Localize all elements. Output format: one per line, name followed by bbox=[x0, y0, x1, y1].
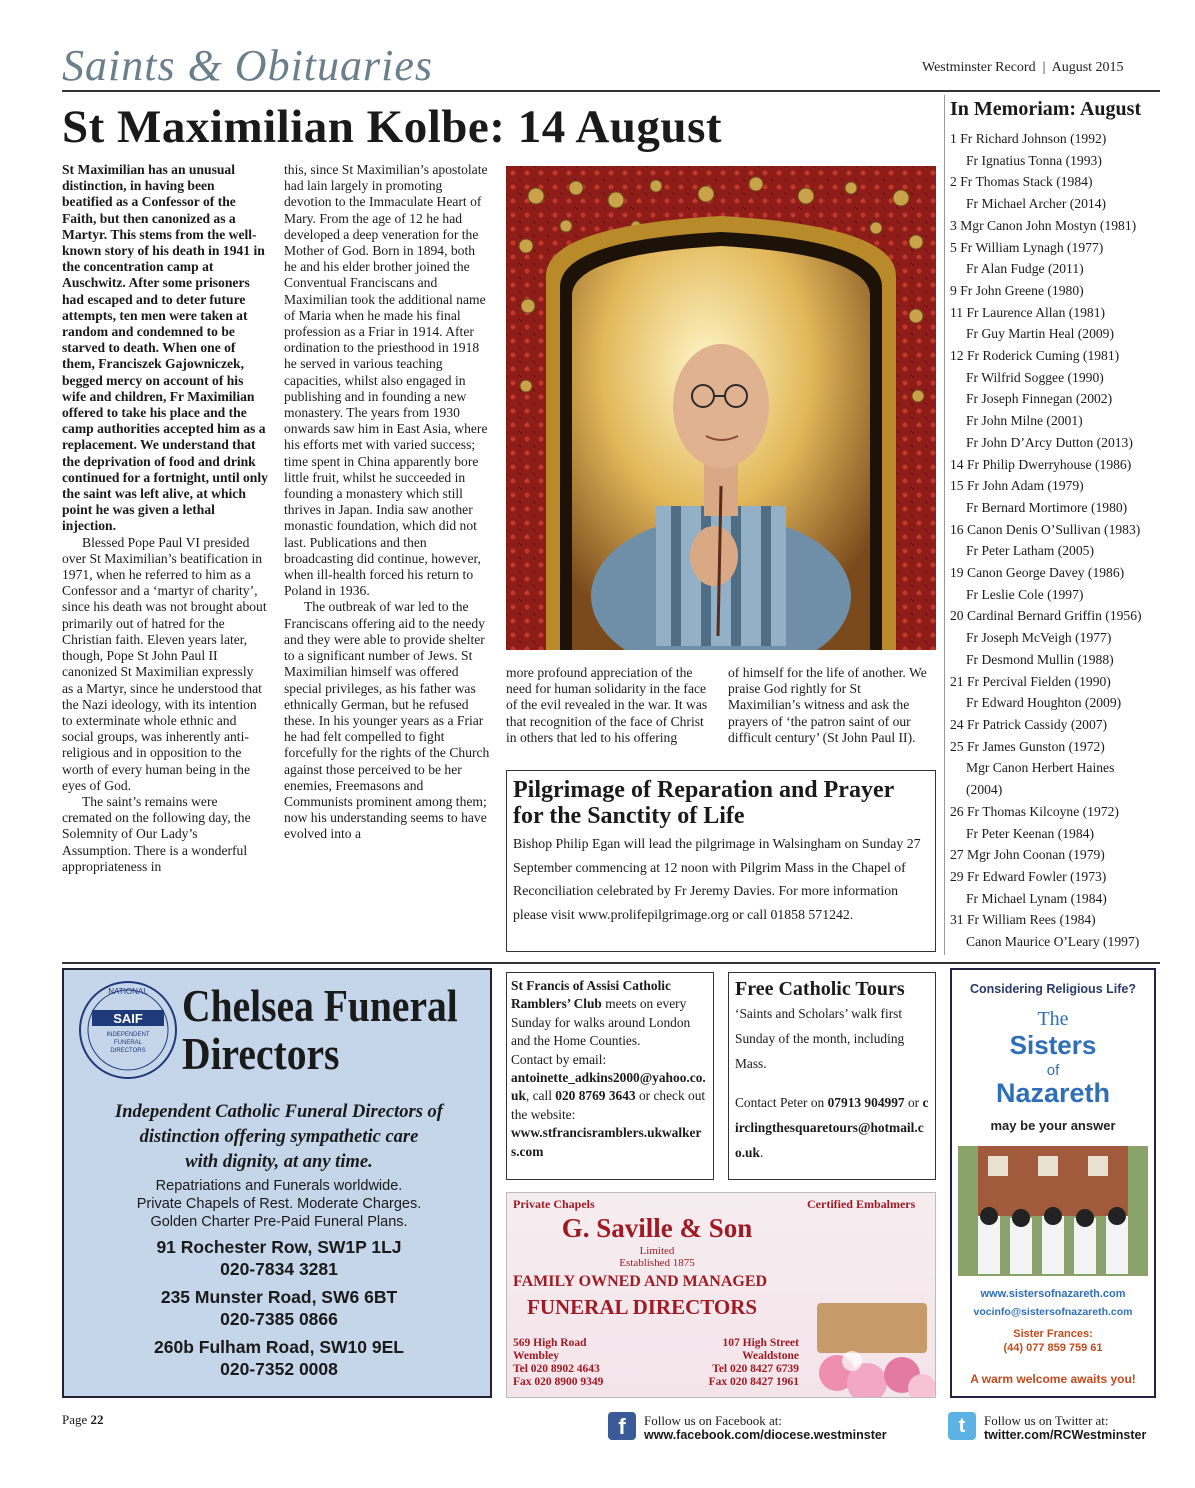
memoriam-name: Fr Richard Johnson (1992) bbox=[960, 131, 1107, 146]
address-line: 235 Munster Road, SW6 6BT bbox=[160, 1287, 398, 1307]
chelsea-address-2 bbox=[84, 1286, 474, 1330]
logo-saif-text: SAIF bbox=[113, 1011, 143, 1026]
services-line: Private Chapels of Rest. Moderate Charges. bbox=[136, 1196, 422, 1212]
memoriam-name: Fr Thomas Stack (1984) bbox=[960, 174, 1093, 190]
twitter-icon[interactable]: t bbox=[948, 1412, 976, 1440]
logo-top-text: NATIONAL bbox=[108, 987, 148, 996]
services-line: Golden Charter Pre-Paid Funeral Plans. bbox=[150, 1214, 408, 1230]
memoriam-day: 31 bbox=[950, 912, 964, 928]
saville-embalmers: Certified Embalmers bbox=[807, 1197, 916, 1211]
memoriam-entry bbox=[950, 150, 1160, 172]
memoriam-name: Mgr Canon Herbert Haines bbox=[966, 760, 1115, 776]
memoriam-entry bbox=[950, 323, 1160, 345]
page-number-value: 22 bbox=[90, 1412, 104, 1427]
twitter-follow bbox=[984, 1414, 1146, 1442]
section-title: Saints & Obituaries bbox=[62, 41, 434, 90]
article-column-4 bbox=[728, 665, 936, 746]
sisters-the: The bbox=[1037, 1008, 1069, 1030]
tours-description: ‘Saints and Scholars’ walk first Sunday of the month, including Mass. bbox=[735, 1006, 905, 1071]
sisters-answer: may be your answer bbox=[990, 1118, 1116, 1133]
article-headline: St Maximilian Kolbe: 14 August bbox=[62, 101, 723, 153]
memoriam-entry bbox=[950, 540, 1160, 562]
facebook-icon[interactable]: f bbox=[608, 1412, 636, 1440]
pilgrimage-title: Pilgrimage of Reparation and Prayer for the Sanctity of Life bbox=[513, 777, 894, 829]
tours-contact bbox=[735, 1090, 929, 1165]
memoriam-entry bbox=[950, 388, 1160, 410]
sisters-welcome: A warm welcome awaits you! bbox=[970, 1372, 1136, 1386]
memoriam-name: Fr Laurence Allan (1981) bbox=[966, 304, 1106, 320]
memoriam-name: Canon Maurice O’Leary (1997) bbox=[966, 934, 1140, 950]
article-paragraph: this, since St Maximilian’s apostolate had lain largely in promoting devotion to the Immaculate Heart of Mary. From the age of 12 he had developed a deep veneration for the Mother of God. Born in 1894, both he and his elder brother joined the Conventual Franciscans and Maximilian took the additional name of Maria when he made his final profession as a Friar in 1914. After ordination to the priesthood in 1918 he served in various teaching capacities, whilst also engaged in publishing and in founding a new monastery. The years from 1930 onwards saw him in East Asia, where his efforts met with varied success; time spent in China apparently bore little fruit, whilst he succeeded in founding a monastery which still thrives in Japan. India saw another monastic foundation, which did not last. Publications and then broadcasting did continue, however, when ill-health forced his return to Poland in 1936. bbox=[284, 162, 488, 599]
memoriam-name: Fr Guy Martin Heal (2009) bbox=[966, 326, 1114, 342]
memoriam-name: Fr Joseph McVeigh (1977) bbox=[966, 630, 1112, 646]
ramblers-name: St Francis of Assisi Catholic Ramblers’ Club bbox=[511, 978, 671, 1012]
memoriam-day: 20 bbox=[950, 608, 964, 624]
address-line: 260b Fulham Road, SW10 9EL bbox=[154, 1337, 404, 1357]
memoriam-entry bbox=[950, 692, 1160, 714]
memoriam-name: Canon George Davey (1986) bbox=[967, 565, 1125, 581]
memoriam-day: 1 bbox=[950, 131, 957, 146]
saville-name: G. Saville & Son bbox=[561, 1213, 753, 1243]
article-paragraph: more profound appreciation of the need for human solidarity in the face of the evil revealed in the war. It was that recognition of the face of Christ in others that led to his offering bbox=[506, 665, 708, 745]
memoriam-list bbox=[950, 128, 1160, 953]
chelsea-name-line1: Chelsea Funeral bbox=[182, 980, 458, 1031]
memoriam-entry bbox=[950, 866, 1160, 888]
ramblers-text: meets on every Sunday for walks around London and the Home Counties. bbox=[511, 996, 691, 1049]
article-paragraph: The saint’s remains were cremated on the following day, the Solemnity of Our Lady’s Assumption. There is a wonderful appropriateness in bbox=[62, 793, 251, 874]
memoriam-name: Fr Peter Latham (2005) bbox=[966, 543, 1094, 559]
memoriam-entry bbox=[950, 237, 1160, 259]
address-line: Wembley bbox=[513, 1350, 559, 1362]
fax-line: Fax 020 8427 1961 bbox=[708, 1376, 799, 1388]
memoriam-day: 27 bbox=[950, 847, 964, 863]
saville-line1: FAMILY OWNED AND MANAGED bbox=[513, 1273, 768, 1290]
memoriam-entry bbox=[950, 779, 1160, 801]
flowers-image bbox=[807, 1283, 936, 1398]
memoriam-name: Fr Philip Dwerryhouse (1986) bbox=[967, 456, 1132, 472]
phone-line: 020-7385 0866 bbox=[220, 1309, 338, 1329]
saville-address-wembley bbox=[513, 1337, 603, 1389]
tours-box bbox=[728, 972, 936, 1180]
chelsea-address-1 bbox=[84, 1236, 474, 1280]
memoriam-name: Fr James Gunston (1972) bbox=[967, 738, 1105, 754]
chelsea-funeral-ad bbox=[62, 968, 492, 1398]
memoriam-day: 24 bbox=[950, 716, 964, 732]
memoriam-entry bbox=[950, 801, 1160, 823]
article-column-2 bbox=[284, 162, 490, 843]
memoriam-name: (2004) bbox=[966, 782, 1003, 798]
memoriam-name: Fr Wilfrid Soggee (1990) bbox=[966, 369, 1104, 385]
memoriam-day: 14 bbox=[950, 456, 964, 472]
memoriam-entry bbox=[950, 909, 1160, 931]
memoriam-day: 3 bbox=[950, 217, 957, 233]
tagline-line: with dignity, at any time. bbox=[185, 1152, 373, 1172]
memoriam-entry bbox=[950, 302, 1160, 324]
memoriam-entry bbox=[950, 736, 1160, 758]
article-paragraph: The outbreak of war led to the Franciscans offering aid to the needy and they were able to provide shelter to a significant number of Jews. St Maximilian himself was offered special privileges, as his father was ethnically German, but he refused these. In his younger years as a Friar he had felt compelled to fight forcefully for the rights of the Church against those perceived to be her enemies, Freemasons and Communists prominent among them; now his understanding seems to have evolved into a bbox=[284, 599, 490, 842]
chelsea-name bbox=[182, 982, 458, 1078]
memoriam-name: Mgr John Coonan (1979) bbox=[967, 847, 1105, 863]
memoriam-name: Fr Michael Archer (2014) bbox=[966, 196, 1107, 212]
ramblers-contact-label: Contact by email: bbox=[511, 1051, 607, 1067]
memoriam-day: 9 bbox=[950, 282, 957, 298]
address-line: 91 Rochester Row, SW1P 1LJ bbox=[156, 1237, 402, 1257]
facebook-text: Follow us on Facebook at: bbox=[644, 1413, 782, 1428]
memoriam-name: Cardinal Bernard Griffin (1956) bbox=[967, 608, 1142, 624]
sisters-top: Considering Religious Life? bbox=[970, 982, 1136, 996]
memoriam-title: In Memoriam: August bbox=[950, 98, 1142, 120]
memoriam-entry bbox=[950, 128, 1160, 150]
memoriam-entry bbox=[950, 280, 1160, 302]
memoriam-name: Fr Michael Lynam (1984) bbox=[966, 890, 1107, 906]
memoriam-name: Fr Ignatius Tonna (1993) bbox=[966, 152, 1102, 168]
logo-sub-text: DIRECTORS bbox=[110, 1048, 146, 1054]
facebook-link[interactable]: www.facebook.com/diocese.westminster bbox=[644, 1428, 887, 1442]
ramblers-website-link[interactable]: www.stfrancisramblers.ukwalkers.com bbox=[511, 1125, 702, 1159]
tours-phone: 07913 904997 bbox=[827, 1095, 905, 1110]
twitter-text: Follow us on Twitter at: bbox=[984, 1413, 1109, 1428]
memoriam-entry bbox=[950, 519, 1160, 541]
memoriam-day: 15 bbox=[950, 478, 964, 494]
memoriam-day: 5 bbox=[950, 239, 957, 255]
memoriam-day: 12 bbox=[950, 348, 964, 364]
tagline-line: Independent Catholic Funeral Directors of bbox=[115, 1102, 443, 1122]
article-column-3 bbox=[506, 665, 714, 746]
ramblers-phone: 020 8769 3643 bbox=[555, 1088, 636, 1104]
memoriam-name: Fr Thomas Kilcoyne (1972) bbox=[967, 803, 1119, 819]
services-line: Repatriations and Funerals worldwide. bbox=[155, 1178, 403, 1194]
sisters-word: Sisters bbox=[1009, 1030, 1097, 1060]
tours-contact-text: or bbox=[904, 1095, 923, 1110]
memoriam-entry bbox=[950, 367, 1160, 389]
saville-address-wealdstone bbox=[689, 1337, 799, 1389]
page-label: Page bbox=[62, 1412, 88, 1427]
phone-line: Tel 020 8427 6739 bbox=[712, 1363, 799, 1375]
saville-funeral-ad bbox=[506, 1192, 936, 1398]
header-rule bbox=[62, 90, 1160, 92]
memoriam-name: Fr Patrick Cassidy (2007) bbox=[967, 716, 1108, 732]
memoriam-name: Fr Leslie Cole (1997) bbox=[966, 586, 1084, 602]
tours-contact-text: . bbox=[759, 1145, 764, 1160]
article-paragraph: Blessed Pope Paul VI presided over St Maximilian’s beatification in 1971, when he referred to him as a Confessor and a ‘martyr of charity’, since his death was not brought about primarily out of hatred for the Christian faith. Eleven years later, though, Pope St John Paul II canonized St Maximilian expressly as a Martyr, since he understood that the Nazi ideology, with its intention to exterminate whole ethnic and social groups, was inherently anti-religious and in opposition to the worth of every human being in the eyes of God. bbox=[62, 534, 267, 793]
ramblers-text: , call bbox=[525, 1088, 556, 1104]
sisters-phone: (44) 077 859 759 61 bbox=[1003, 1342, 1103, 1354]
memoriam-entry bbox=[950, 258, 1160, 280]
address-line: Wealdstone bbox=[742, 1350, 799, 1362]
memoriam-entry bbox=[950, 888, 1160, 910]
address-line: 107 High Street bbox=[722, 1337, 799, 1349]
phone-line: 020-7834 3281 bbox=[220, 1259, 338, 1279]
issue-date: August 2015 bbox=[1051, 60, 1124, 75]
memoriam-name: Fr Joseph Finnegan (2002) bbox=[966, 391, 1113, 407]
memoriam-day: 11 bbox=[950, 304, 964, 320]
sisters-nazareth: Nazareth bbox=[995, 1078, 1111, 1108]
memoriam-name: Fr Bernard Mortimore (1980) bbox=[966, 499, 1128, 515]
tours-title: Free Catholic Tours bbox=[735, 978, 905, 1000]
logo-sub-text: INDEPENDENT bbox=[106, 1032, 150, 1038]
sisters-photo bbox=[958, 1146, 1148, 1276]
article-column-1 bbox=[62, 162, 268, 875]
section-rule bbox=[62, 962, 1160, 964]
chelsea-address-3 bbox=[84, 1336, 474, 1380]
memoriam-name: Fr Desmond Mullin (1988) bbox=[966, 651, 1114, 667]
memoriam-day: 19 bbox=[950, 565, 964, 581]
sisters-of: of bbox=[1046, 1062, 1060, 1079]
memoriam-name: Fr John Milne (2001) bbox=[966, 413, 1083, 429]
saville-established: Established 1875 bbox=[619, 1257, 695, 1269]
memoriam-entry bbox=[950, 562, 1160, 584]
memoriam-entry bbox=[950, 757, 1160, 779]
page-number bbox=[62, 1412, 104, 1428]
memoriam-entry bbox=[950, 410, 1160, 432]
logo-sub-text: FUNERAL bbox=[113, 1040, 143, 1046]
memoriam-name: Fr William Lynagh (1977) bbox=[960, 239, 1104, 255]
memoriam-entry bbox=[950, 823, 1160, 845]
tagline-line: distinction offering sympathetic care bbox=[139, 1127, 419, 1147]
saint-portrait-image bbox=[506, 166, 936, 650]
sisters-of-nazareth-ad bbox=[950, 968, 1156, 1398]
saville-line2: FUNERAL DIRECTORS bbox=[527, 1295, 758, 1319]
publication-name: Westminster Record bbox=[922, 60, 1036, 75]
memoriam-name: Fr Percival Fielden (1990) bbox=[967, 673, 1111, 689]
memoriam-day: 26 bbox=[950, 803, 964, 819]
memoriam-name: Fr Roderick Cuming (1981) bbox=[967, 348, 1120, 364]
sisters-web-link[interactable]: www.sistersofnazareth.com bbox=[980, 1288, 1126, 1300]
memoriam-entry bbox=[950, 931, 1160, 953]
memoriam-entry bbox=[950, 432, 1160, 454]
memoriam-entry bbox=[950, 454, 1160, 476]
phone-line: Tel 020 8902 4643 bbox=[513, 1363, 600, 1375]
saville-chapels: Private Chapels bbox=[513, 1197, 595, 1211]
memoriam-day: 21 bbox=[950, 673, 964, 689]
memoriam-entry bbox=[950, 497, 1160, 519]
memoriam-day: 25 bbox=[950, 738, 964, 754]
sisters-contact: Sister Frances: bbox=[1013, 1328, 1093, 1340]
sisters-email-link[interactable]: vocinfo@sistersofnazareth.com bbox=[973, 1306, 1133, 1318]
memoriam-day: 2 bbox=[950, 174, 957, 190]
article-paragraph: of himself for the life of another. We praise God rightly for St Maximilian’s witness and ask the prayers of ‘the patron saint of our difficult century’ (St John Paul II). bbox=[728, 665, 927, 745]
portrait-illustration bbox=[506, 166, 936, 650]
memoriam-name: Fr William Rees (1984) bbox=[967, 912, 1096, 928]
memoriam-day: 16 bbox=[950, 521, 964, 537]
memoriam-name: Fr John D’Arcy Dutton (2013) bbox=[966, 434, 1133, 450]
sidebar-divider bbox=[944, 95, 945, 955]
facebook-follow bbox=[644, 1414, 887, 1442]
ramblers-text: or check out the website: bbox=[511, 1088, 706, 1122]
ramblers-box bbox=[506, 972, 714, 1180]
article-lede: St Maximilian has an unusual distinction, in having been beatified as a Confessor of the Faith, but then canonized as a Martyr. This stems from the well-known story of his death in 1941 in the concentration camp at Auschwitz. After some prisoners had escaped and to deter future attempts, ten men were taken at random and condemned to be starved to death. When one of them, Franciszek Gajowniczek, begged mercy on account of his wife and children, Fr Maximilian offered to take his place and the camp authorities accepted him as a replacement. We understand that the deprivation of food and drink continued for a fortnight, until only the saint was left alive, at which point he was given a lethal injection. bbox=[62, 162, 268, 534]
memoriam-name: Fr Alan Fudge (2011) bbox=[966, 261, 1084, 277]
memoriam-entry bbox=[950, 584, 1160, 606]
memoriam-name: Fr Edward Fowler (1973) bbox=[967, 868, 1107, 884]
tours-email-link[interactable]: circlingthesquaretours@hotmail.co.uk bbox=[735, 1095, 929, 1160]
memoriam-name: Fr Peter Keenan (1984) bbox=[966, 825, 1094, 841]
memoriam-entry bbox=[950, 714, 1160, 736]
memoriam-entry bbox=[950, 671, 1160, 693]
pilgrimage-box bbox=[506, 770, 936, 952]
tours-contact-text: Contact Peter on bbox=[735, 1095, 828, 1110]
memoriam-entry bbox=[950, 345, 1160, 367]
memoriam-name: Canon Denis O’Sullivan (1983) bbox=[967, 521, 1141, 537]
memoriam-day: 29 bbox=[950, 868, 964, 884]
pilgrimage-body: Bishop Philip Egan will lead the pilgrimage in Walsingham on Sunday 27 September commencing at 12 noon with Pilgrim Mass in the Chapel of Reconciliation celebrated by Fr Jeremy Davies. For more information please visit www.prolifepilgrimage.org or call 01858 571242. bbox=[513, 836, 921, 922]
phone-line: 020-7352 0008 bbox=[220, 1359, 338, 1379]
memoriam-entry bbox=[950, 171, 1160, 193]
memoriam-entry bbox=[950, 193, 1160, 215]
memoriam-entry bbox=[950, 649, 1160, 671]
chelsea-tagline bbox=[84, 1100, 474, 1175]
memoriam-entry bbox=[950, 605, 1160, 627]
memoriam-name: Fr John Greene (1980) bbox=[960, 282, 1084, 298]
address-line: 569 High Road bbox=[513, 1337, 587, 1349]
chelsea-name-line2: Directors bbox=[182, 1028, 340, 1079]
saville-limited: Limited bbox=[639, 1245, 675, 1257]
fax-line: Fax 020 8900 9349 bbox=[513, 1376, 604, 1388]
saif-logo-icon bbox=[76, 978, 180, 1082]
chelsea-services bbox=[84, 1177, 474, 1231]
memoriam-name: Fr John Adam (1979) bbox=[967, 478, 1084, 494]
memoriam-entry bbox=[950, 627, 1160, 649]
memoriam-entry bbox=[950, 475, 1160, 497]
memoriam-name: Fr Edward Houghton (2009) bbox=[966, 695, 1122, 711]
memoriam-entry bbox=[950, 215, 1160, 237]
memoriam-name: Mgr Canon John Mostyn (1981) bbox=[960, 217, 1137, 233]
ramblers-email-link[interactable]: antoinette_adkins2000@yahoo.co.uk bbox=[511, 1070, 706, 1104]
twitter-link[interactable]: twitter.com/RCWestminster bbox=[984, 1428, 1147, 1442]
memoriam-entry bbox=[950, 844, 1160, 866]
publication-info: Westminster Record | August 2015 bbox=[922, 60, 1124, 75]
